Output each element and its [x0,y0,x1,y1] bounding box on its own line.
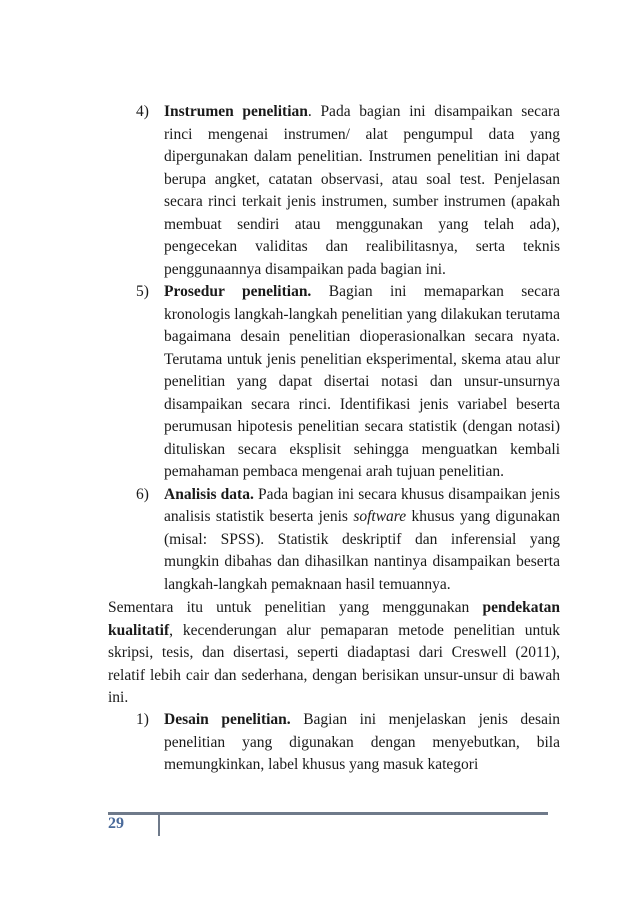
item-body-end: khusus yang digunakan (misal: SPSS). Statistik deskriptif dan inferensial yang mungkin dibahas dan dihasilkan nantinya disampaikan beserta langkah-langkah pemaknaan hasil temuannya. [164,508,560,593]
list-item [108,709,560,777]
item-number: 6) [136,485,149,503]
item-text [164,484,560,597]
footer-divider [158,812,160,836]
item-body: Pada bagian ini secara khusus disampaikan jenis analisis statistik beserta jenis [164,485,560,525]
item-title: Prosedur penelitian. [164,283,312,300]
item-number: 1) [136,711,149,728]
item-title: Analisis data. [164,485,254,503]
numbered-list-quantitative [108,101,560,596]
body-paragraph [108,597,560,710]
item-body: Bagian ini memaparkan secara kronologis langkah-langkah penelitian yang dilakukan terutama bagaimana desain penelitian dioperasionalkan secara nyata. Terutama untuk jenis penelitian eksperimental, skema atau alur penelitian yang dapat disertai notasi dan unsur-unsurnya disampaikan secara rinci. Identifikasi jenis variabel beserta perumusan hipotesis penelitian secara statistik (dengan notasi) dituliskan secara eksplisit sehingga menguatkan kembali pemahaman pembaca mengenai arah tujuan penelitian. [164,283,560,480]
footer-rule [108,812,548,815]
list-item [108,484,560,597]
item-number: 5) [136,283,149,300]
numbered-list-qualitative [108,709,560,777]
item-text [164,101,560,281]
item-title: Desain penelitian. [164,711,291,728]
list-item [108,281,560,484]
item-body: Bagian ini menjelaskan jenis desain penelitian yang digunakan dengan menyebutkan, bila memungkinkan, label khusus yang masuk kategori [164,711,560,773]
paragraph-start: Sementara itu untuk penelitian yang menggunakan [108,599,483,616]
item-body: . Pada bagian ini disampaikan secara rinci mengenai instrumen/ alat pengumpul data yang dipergunakan dalam penelitian. Instrumen penelitian ini dapat berupa angket, catatan observasi, atau soal test. Penjelasan secara rinci terkait jenis instrumen, sumber instrumen (apakah membuat sendiri atau menggunakan yang telah ada), pengecekan validitas dan realibilitasnya, serta teknis penggunaannya disampaikan pada bagian ini. [164,103,560,278]
paragraph-end: , kecenderungan alur pemaparan metode penelitian untuk skripsi, tesis, dan disertasi, seperti diadaptasi dari Creswell (2011), relatif lebih cair dan sederhana, dengan berisikan unsur-unsur di bawah ini. [108,621,560,706]
item-title: Instrumen penelitian [164,103,308,120]
item-text [164,281,560,484]
list-item [108,101,560,281]
paragraph-bold-term: pendekatan kualitatif [108,599,560,639]
item-italic-term: software [353,508,407,525]
item-text [164,709,560,777]
item-number: 4) [136,103,149,120]
page-number: 29 [108,815,124,832]
